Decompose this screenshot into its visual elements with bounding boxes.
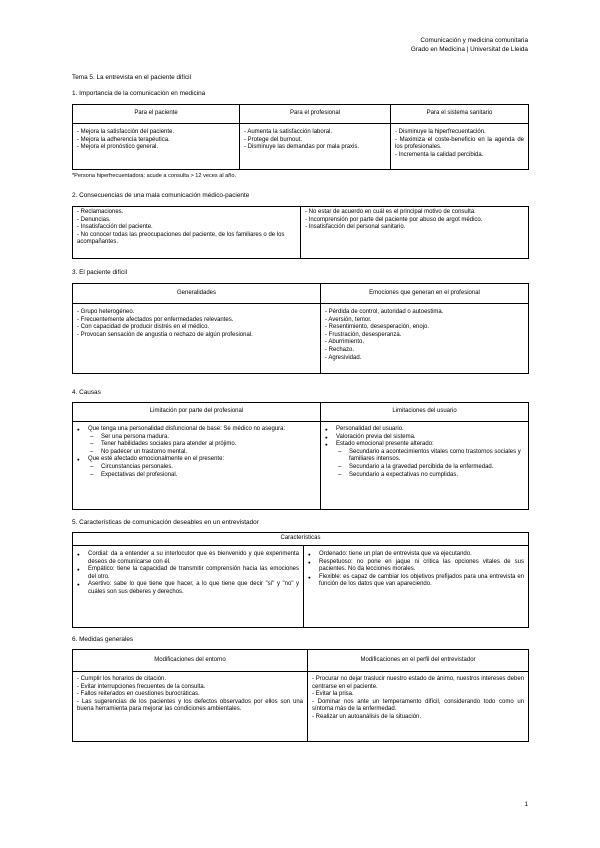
section-3-heading: 3. El paciente difícil [72, 269, 128, 276]
list-item: - Frecuentemente afectados por enfermedades relevantes. [77, 316, 234, 323]
generalities-cell [73, 304, 321, 374]
col-header-patient: Para el paciente [73, 105, 240, 124]
bullet-item: ● Empático: tiene la capacidad de transmitir comprensión hacia las emociones del otro. [77, 566, 299, 581]
list-item: - Evitar la prisa. [312, 691, 354, 698]
difficult-patient-table [72, 283, 529, 374]
col-header-emotions: Emociones que generan en el profesional [321, 284, 529, 304]
desirable-characteristics-table [72, 532, 529, 628]
list-item: - Frustración, desesperanza. [325, 331, 402, 338]
list-item: - Rechazo. [325, 346, 355, 353]
section-5-heading: 5. Características de comunicación deseables en un entrevistador [72, 519, 259, 526]
sub-item: – Secundario a expectativas no cumplidas. [325, 472, 524, 480]
bullet-item: ● Asertivo: sabe lo que tiene que hacer, a lo que tiene que decir "sí" y "no" y cuáles son sus deberes y derechos. [77, 581, 299, 596]
col-header-environment: Modificaciones del entorno [73, 650, 308, 672]
list-item: - Aversión, temor. [325, 316, 372, 323]
col-header-professional-limitation: Limitación por parte del profesional [73, 403, 321, 422]
col-header-interviewer-profile: Modificaciones en el perfil del entrevistador [308, 650, 529, 672]
sub-item: – No padecer un trastorno mental. [77, 449, 316, 457]
consequences-left-cell [73, 207, 301, 259]
list-item: - Cumplir los horarios de citación. [77, 676, 167, 682]
list-item: - No estar de acuerdo en cuál es el principal motivo de consulta. [305, 209, 476, 215]
topic-title: Tema 5. La entrevista en el paciente difícil [72, 74, 192, 81]
list-item: - Maximiza el coste-beneficio en la agenda de los profesionales. [395, 136, 524, 151]
col-header-generalities: Generalidades [73, 284, 321, 304]
list-item: - Mejora el pronóstico general. [77, 144, 159, 151]
footnote: *Persona hiperfrecuentadora: acude a consulta > 12 veces al año. [72, 173, 237, 179]
consequences-table [72, 206, 529, 259]
bullet-item: ● Respetuoso: no pone en jaque ni critica las opciones vitales de sus pacientes. No da lecciones morales. [308, 559, 524, 574]
bullet-item: ● Estado emocional presente alterado: [325, 441, 524, 449]
environment-cell [73, 672, 308, 742]
list-item: - Realizar un autoanálisis de la situación. [312, 713, 422, 720]
page-number: 1 [524, 801, 528, 808]
bullet-item: ● Valoración previa del sistema. [325, 434, 524, 442]
col-header-professional: Para el profesional [240, 105, 391, 124]
bullet-item: ● Que tenga una personalidad disfuncional de base: Se médico no asegura: [77, 426, 316, 434]
system-benefits-cell [391, 124, 529, 170]
emotions-cell [321, 304, 529, 374]
bullet-item: ● Cordial: da a entender a su interlocutor que es bienvenido y que experimenta deseos de comunicarse con él. [77, 551, 299, 566]
list-item: - Insatisfacción del personal sanitario. [305, 224, 406, 231]
sub-item: – Secundario a la gravedad percibida de la enfermedad. [325, 464, 524, 472]
section-6-heading: 6. Medidas generales [72, 636, 134, 643]
causes-table [72, 402, 529, 510]
professional-benefits-cell [240, 124, 391, 170]
list-item: - Dominar nos ante un temperamento difícil, considerando todo como un síntoma más de la enfermedad. [312, 698, 524, 713]
col-header-health-system: Para el sistema sanitario [391, 105, 529, 124]
list-item: - Con capacidad de producir distrés en el médico. [77, 324, 210, 331]
list-item: - Las sugerencias de los pacientes y los defectos observados por ellos son una buena herramienta para mejorar las condiciones ambientales. [77, 698, 303, 713]
list-item: - Fallos reiterados en cuestiones burocráticas. [77, 691, 200, 698]
list-item: - Incrementa la calidad percibida. [395, 151, 484, 158]
characteristics-right-cell [304, 546, 529, 628]
sub-item: – Circunstancias personales. [77, 464, 316, 472]
sub-item: – Tener habilidades sociales para atender al prójimo. [77, 441, 316, 449]
characteristics-left-cell [73, 546, 304, 628]
sub-item: – Secundario a acontecimientos vitales como trastornos sociales y familiares intensos. [325, 449, 524, 464]
interviewer-profile-cell [308, 672, 529, 742]
list-item: - Grupo heterogéneo. [77, 309, 135, 315]
header-course: Comunicación y medicina comunitaria [420, 37, 528, 44]
professional-limitation-cell [73, 422, 321, 510]
list-item: - Resentimiento, desesperación, enojo. [325, 324, 430, 331]
list-item: - Aburrimiento. [325, 339, 365, 346]
section-1-heading: 1. Importancia de la comunicación en medicina [72, 90, 206, 97]
bullet-item: ● Ordenado: tiene un plan de entrevista que va ejecutando. [308, 551, 524, 559]
list-item: - Incomprensión por parte del paciente por abuso de argot médico. [305, 216, 483, 223]
col-header-characteristics: Características [73, 533, 529, 546]
list-item: - Agresividad. [325, 354, 362, 361]
section-4-heading: 4. Causas [72, 389, 101, 396]
header-degree: Grado en Medicina | Universitat de Lleida [410, 46, 528, 53]
consequences-right-cell [301, 207, 529, 259]
list-item: - No conocer todas las preocupaciones del paciente, de los familiares o de los acompañantes. [77, 231, 285, 246]
list-item: - Denuncias. [77, 216, 111, 223]
list-item: - Provocan sensación de angustia o rechazo de algún profesional. [77, 331, 253, 338]
list-item: - Procurar no dejar traslucir nuestro estado de ánimo, nuestros intereses deben centrarse en el paciente. [312, 676, 524, 690]
bullet-item: ● Que esté afectado emocionalmente en el presente: [77, 456, 316, 464]
sub-item: – Expectativas del profesional. [77, 472, 316, 480]
general-measures-table [72, 649, 529, 742]
list-item: - Pérdida de control, autoridad o autoestima. [325, 309, 444, 315]
user-limitations-cell [321, 422, 529, 510]
patient-benefits-cell [73, 124, 240, 170]
section-2-heading: 2. Consecuencias de una mala comunicación médico-paciente [72, 192, 250, 199]
list-item: - Disminuye las demandas por mala praxis. [244, 144, 360, 151]
importance-table [72, 104, 529, 170]
col-header-user-limitations: Limitaciones del usuario [321, 403, 529, 422]
list-item: - Evitar interrupciones frecuentes de la consulta. [77, 683, 206, 690]
bullet-item: ● Personalidad del usuario. [325, 426, 524, 434]
sub-item: – Ser una persona madura. [77, 434, 316, 442]
list-item: - Protege del burnout. [244, 136, 303, 143]
list-item: - Insatisfacción del paciente. [77, 224, 153, 231]
list-item: - Mejora la adherencia terapéutica. [77, 136, 170, 143]
bullet-item: ● Flexible: es capaz de cambiar los objetivos prefijados para una entrevista en función de los datos que van apareciendo. [308, 574, 524, 589]
list-item: - Aumenta la satisfacción laboral. [244, 129, 333, 135]
list-item: - Mejora la satisfacción del paciente. [77, 129, 175, 135]
list-item: - Reclamaciones. [77, 209, 124, 215]
list-item: - Disminuye la hiperfrecuentación. [395, 129, 486, 135]
running-header [411, 36, 528, 54]
